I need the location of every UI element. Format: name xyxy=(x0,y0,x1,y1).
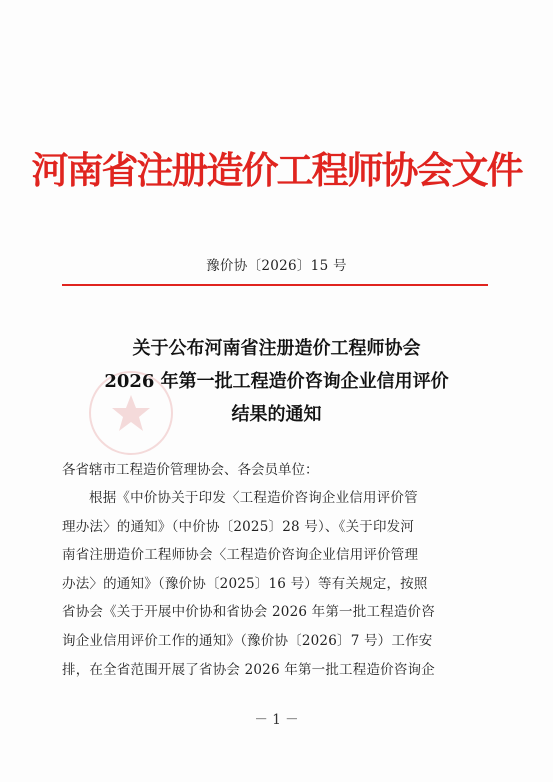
body-text xyxy=(62,484,492,684)
notice-title xyxy=(0,332,553,431)
page-number: － 1 － xyxy=(254,712,299,728)
notice-title-line-3: 结果的通知 xyxy=(231,404,322,425)
body-line-4: 办法〉的通知》（豫价协〔2025〕16 号）等有关规定，按照 xyxy=(62,575,428,592)
red-divider-line xyxy=(62,284,488,286)
document-number: 豫价协〔2026〕15 号 xyxy=(206,258,347,274)
notice-title-line-2: 2026 年第一批工程造价咨询企业信用评价 xyxy=(104,371,449,392)
body-line-5: 省协会《关于开展中价协和省协会 2026 年第一批工程造价咨 xyxy=(62,604,435,621)
body-line-6: 询企业信用评价工作的通知》（豫价协〔2026〕7 号）工作安 xyxy=(62,632,433,649)
body-line-3: 南省注册造价工程师协会〈工程造价咨询企业信用评价管理 xyxy=(62,547,419,564)
salutation: 各省辖市工程造价管理协会、各会员单位： xyxy=(62,462,319,478)
body-line-1: 根据《中价协关于印发〈工程造价咨询企业信用评价管 xyxy=(89,490,418,506)
document-header-title: 河南省注册造价工程师协会文件 xyxy=(31,148,522,192)
body-line-7: 排，在全省范围开展了省协会 2026 年第一批工程造价咨询企 xyxy=(62,661,435,678)
body-line-2: 理办法〉的通知》（中价协〔2025〕28 号）、《关于印发河 xyxy=(62,518,415,535)
notice-title-line-1: 关于公布河南省注册造价工程师协会 xyxy=(132,338,421,359)
